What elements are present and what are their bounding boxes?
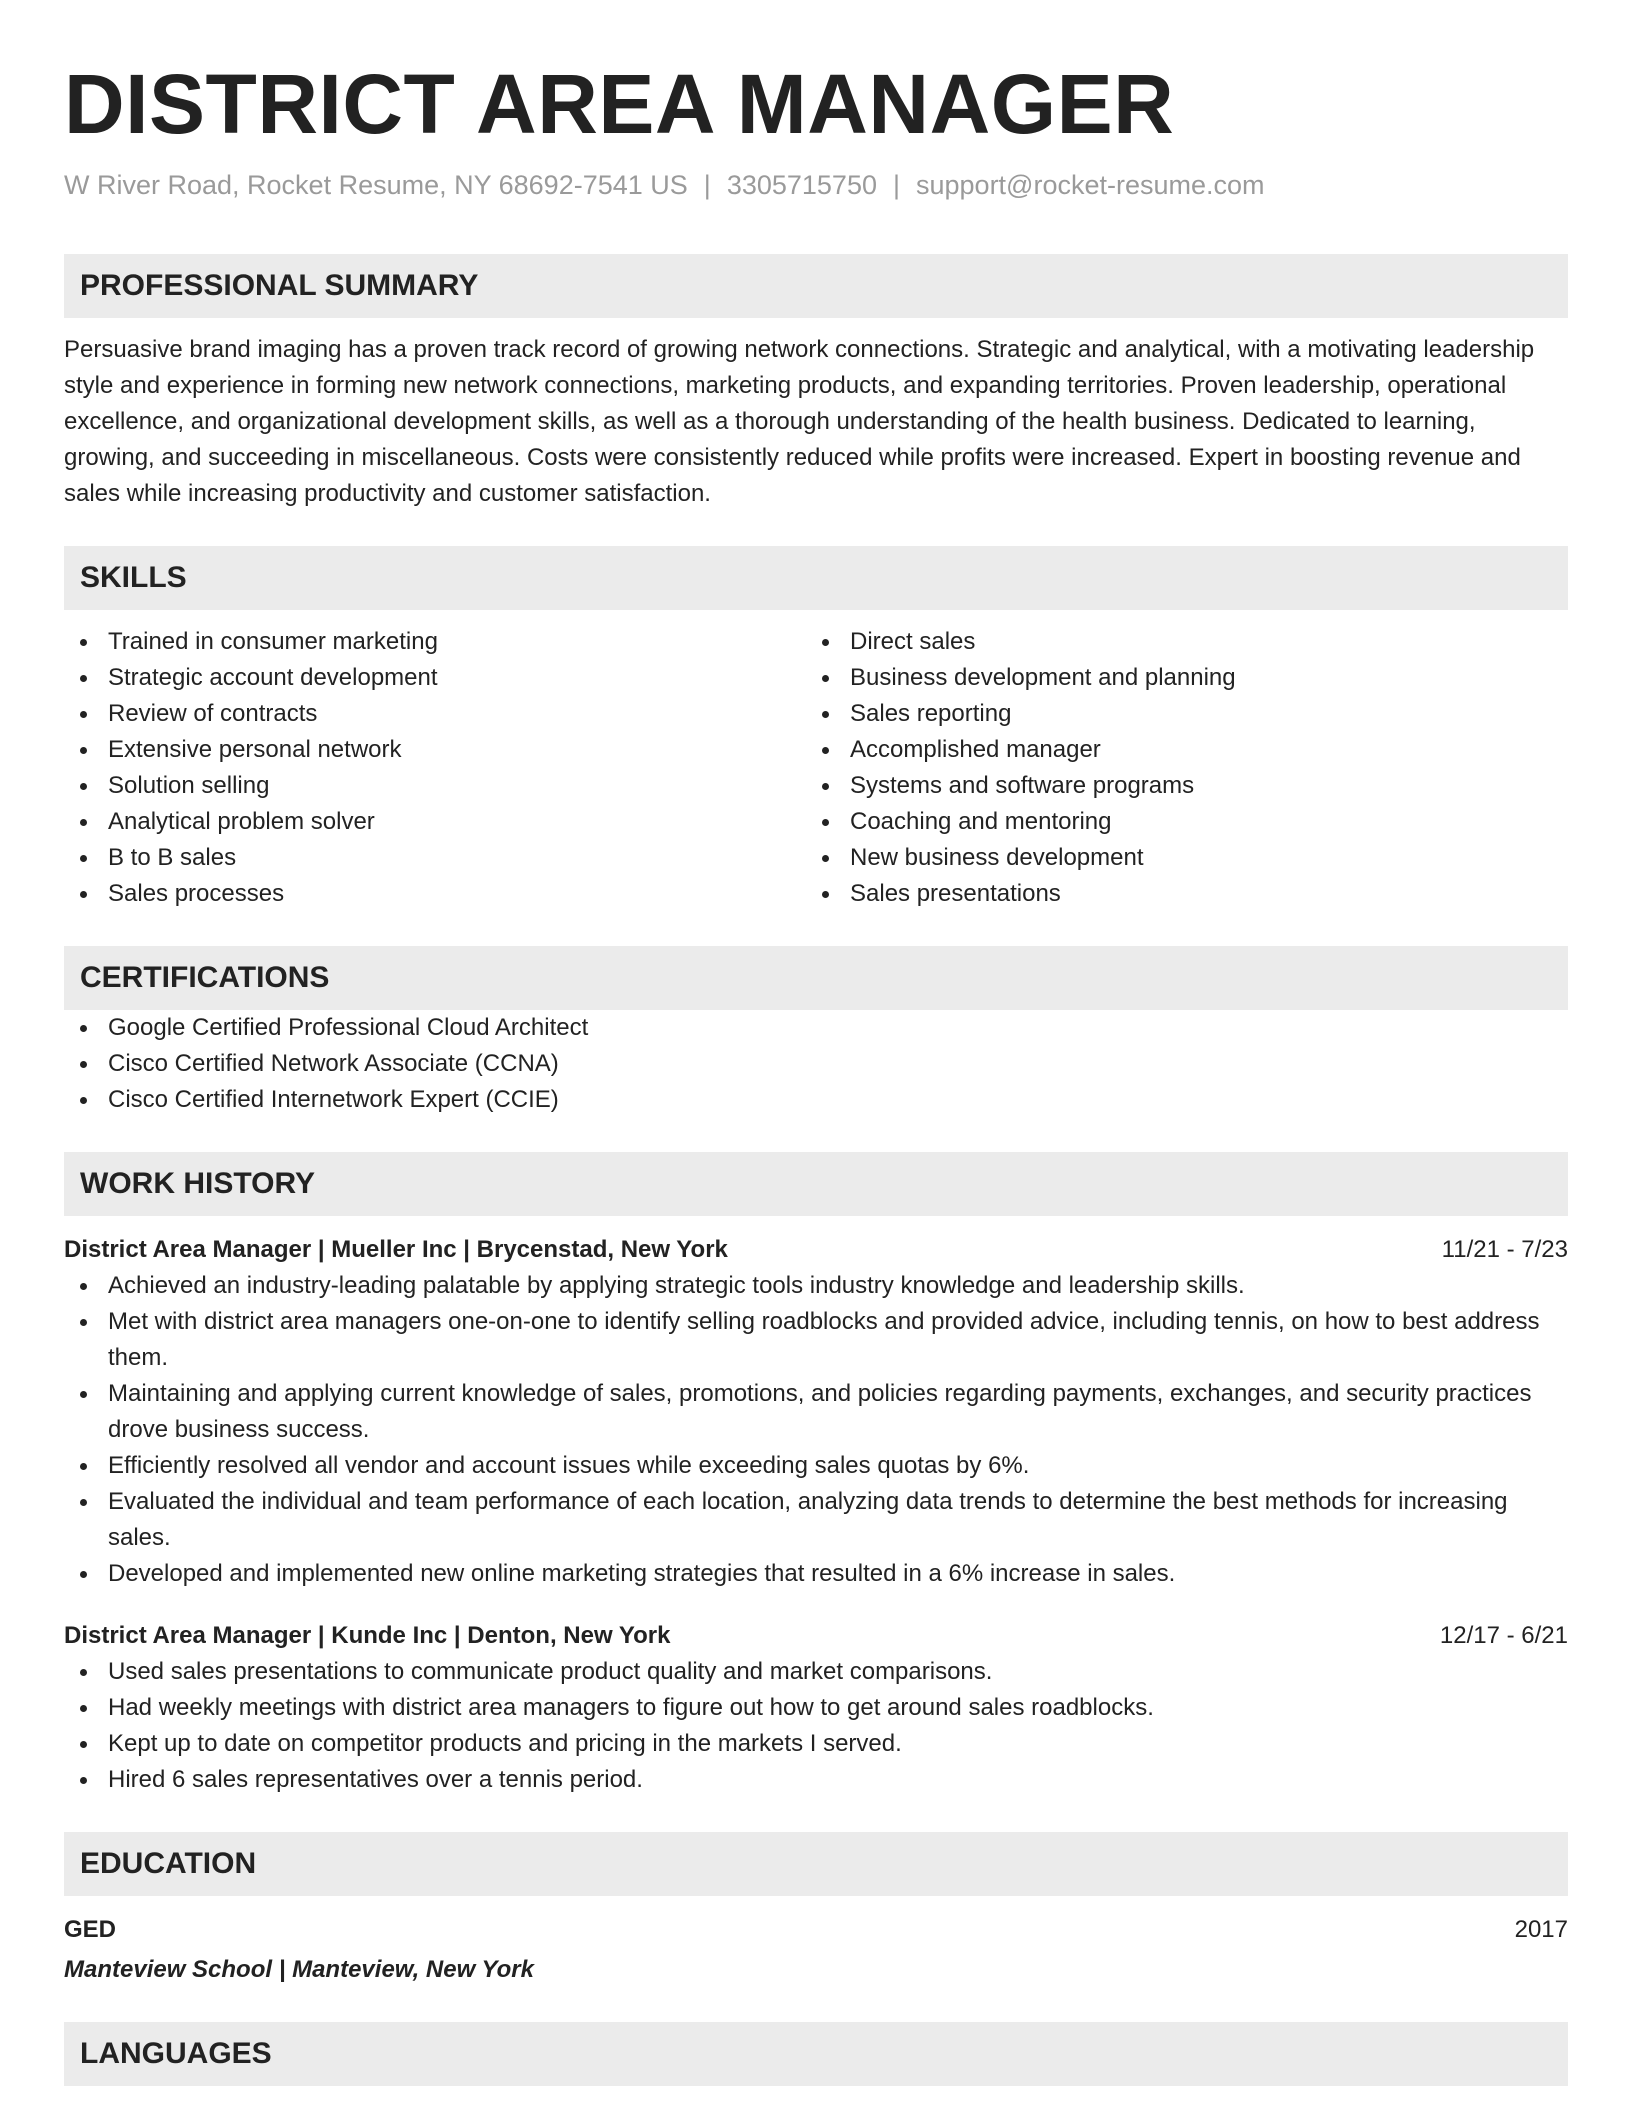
job-bullet: Kept up to date on competitor products and pricing in the markets I served. xyxy=(64,1726,1568,1762)
skill-item: Solution selling xyxy=(64,768,806,804)
job-bullets xyxy=(64,1654,1568,1798)
certification-item: Google Certified Professional Cloud Architect xyxy=(64,1010,1568,1046)
resume-page xyxy=(64,0,1568,2086)
education-year: 2017 xyxy=(1514,1916,1568,1943)
job-dates: 12/17 - 6/21 xyxy=(1439,1622,1568,1649)
skills-list xyxy=(64,624,1568,912)
education-degree: GED xyxy=(64,1916,117,1943)
job-entry xyxy=(64,1618,1568,1798)
job-bullet: Evaluated the individual and team performance of each location, analyzing data trends to determine the best methods for increasing sales. xyxy=(64,1484,1568,1556)
skill-item: Trained in consumer marketing xyxy=(64,624,806,660)
job-bullets xyxy=(64,1268,1568,1592)
job-bullet: Developed and implemented new online marketing strategies that resulted in a 6% increase in sales. xyxy=(64,1556,1568,1592)
skill-item: Business development and planning xyxy=(806,660,1548,696)
skills-column-left xyxy=(64,624,806,912)
skill-item: Analytical problem solver xyxy=(64,804,806,840)
certification-item: Cisco Certified Network Associate (CCNA) xyxy=(64,1046,1568,1082)
skill-item: Direct sales xyxy=(806,624,1548,660)
skill-item: B to B sales xyxy=(64,840,806,876)
skill-item: Strategic account development xyxy=(64,660,806,696)
job-bullet: Efficiently resolved all vendor and account issues while exceeding sales quotas by 6%. xyxy=(64,1448,1568,1484)
job-bullet: Used sales presentations to communicate product quality and market comparisons. xyxy=(64,1654,1568,1690)
skill-item: Sales presentations xyxy=(806,876,1548,912)
job-bullet: Had weekly meetings with district area managers to figure out how to get around sales roadblocks. xyxy=(64,1690,1568,1726)
job-bullet: Met with district area managers one-on-one to identify selling roadblocks and provided advice, including tennis, on how to best address them. xyxy=(64,1304,1568,1376)
education-school: Manteview School | Manteview, New York xyxy=(64,1956,534,1983)
certifications-list xyxy=(64,1010,1568,1118)
job-title: District Area Manager | Mueller Inc | Brycenstad, New York xyxy=(64,1236,728,1263)
contact-address: W River Road, Rocket Resume, NY 68692-7541 US xyxy=(64,170,688,200)
contact-phone: 3305715750 xyxy=(726,170,877,200)
resume-name: DISTRICT AREA MANAGER xyxy=(64,57,1175,151)
section-header-languages: LANGUAGES xyxy=(64,2022,1568,2086)
job-header xyxy=(64,1232,1568,1268)
certification-item: Cisco Certified Internetwork Expert (CCIE) xyxy=(64,1082,1568,1118)
education-header xyxy=(64,1912,1568,1948)
skills-column-right xyxy=(806,624,1548,912)
skill-item: Accomplished manager xyxy=(806,732,1548,768)
section-header-certifications: CERTIFICATIONS xyxy=(64,946,1568,1010)
skill-item: Review of contracts xyxy=(64,696,806,732)
skill-item: Extensive personal network xyxy=(64,732,806,768)
job-dates: 11/21 - 7/23 xyxy=(1441,1236,1568,1263)
job-entry xyxy=(64,1232,1568,1592)
section-header-work-history: WORK HISTORY xyxy=(64,1152,1568,1216)
section-header-summary: PROFESSIONAL SUMMARY xyxy=(64,254,1568,318)
job-header xyxy=(64,1618,1568,1654)
skill-item: Systems and software programs xyxy=(806,768,1548,804)
job-title: District Area Manager | Kunde Inc | Denton, New York xyxy=(64,1622,671,1649)
skill-item: Coaching and mentoring xyxy=(806,804,1548,840)
contact-email: support@rocket-resume.com xyxy=(916,170,1265,200)
summary-text: Persuasive brand imaging has a proven track record of growing network connections. Strategic and analytical, with a motivating leadership style and experience in forming new network connections, marketing products, and expanding territories. Proven leadership, operational excellence, and organizational development skills, as well as a thorough understanding of the health business. Dedicated to learning, growing, and succeeding in miscellaneous. Costs were consistently reduced while profits were increased. Expert in boosting revenue and sales while increasing productivity and customer satisfaction. xyxy=(64,336,1535,507)
skill-item: Sales reporting xyxy=(806,696,1548,732)
contact-line xyxy=(64,168,1568,202)
job-bullet: Maintaining and applying current knowledge of sales, promotions, and policies regarding payments, exchanges, and security practices drove business success. xyxy=(64,1376,1568,1448)
contact-separator: | xyxy=(892,170,900,200)
contact-separator: | xyxy=(703,170,711,200)
skill-item: Sales processes xyxy=(64,876,806,912)
job-bullet: Hired 6 sales representatives over a tennis period. xyxy=(64,1762,1568,1798)
section-header-skills: SKILLS xyxy=(64,546,1568,610)
skill-item: New business development xyxy=(806,840,1548,876)
section-header-education: EDUCATION xyxy=(64,1832,1568,1896)
job-bullet: Achieved an industry-leading palatable by applying strategic tools industry knowledge and leadership skills. xyxy=(64,1268,1568,1304)
